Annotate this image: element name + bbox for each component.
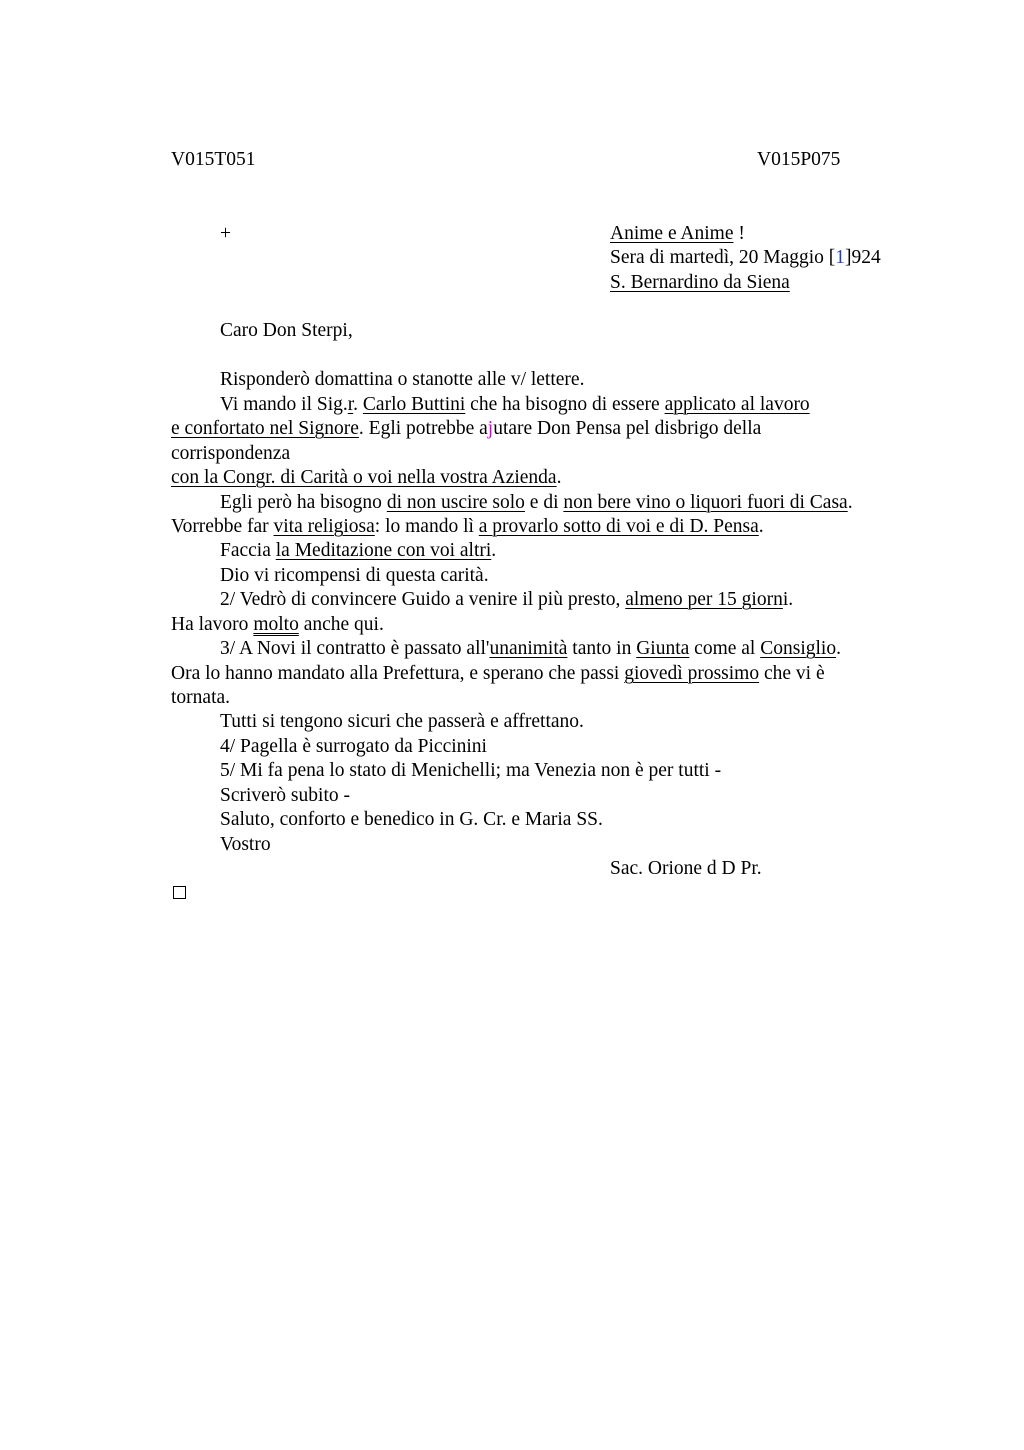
text: Egli però ha bisogno	[220, 492, 387, 513]
underlined-text: la Meditazione con voi altri	[275, 540, 492, 561]
body-line-20: Vostro	[220, 834, 271, 855]
body-line-3	[171, 419, 761, 439]
underlined-text: vita religiosa	[273, 516, 375, 537]
body-line-11	[171, 615, 384, 635]
motto-text: Anime e Anime	[610, 223, 734, 244]
year-rest: 924	[851, 247, 881, 268]
body-line-14: tornata.	[171, 687, 231, 708]
underlined-text: almeno per 15 giorn	[625, 589, 783, 610]
end-box-icon	[173, 884, 186, 904]
text: i.	[782, 589, 794, 610]
text: Vi mando il Sig.	[220, 394, 348, 415]
dateline-date	[610, 248, 881, 268]
text: utare Don Pensa pel disbrigo della	[493, 418, 762, 439]
body-line-8	[220, 541, 496, 561]
underlined-text: Carlo Buttini	[362, 394, 466, 415]
body-line-16: 4/ Pagella è surrogato da Piccinini	[220, 736, 487, 757]
body-line-18: Scriverò subito -	[220, 785, 350, 806]
body-line-13	[171, 664, 825, 684]
underlined-text: Consiglio	[760, 638, 837, 659]
bracket-open: [	[828, 247, 836, 268]
body-line-1: Risponderò domattina o stanotte alle v/ lettere.	[220, 369, 585, 390]
text: che vi è	[759, 663, 825, 684]
underlined-text: con la Congr. di Carità o voi nella vostra Azienda	[171, 467, 557, 488]
text: tanto in	[567, 638, 637, 659]
underlined-text: giovedì prossimo	[624, 663, 760, 684]
text: Vorrebbe far	[171, 516, 274, 537]
text: .	[353, 394, 363, 415]
underlined-text: non bere vino o liquori fuori di Casa	[563, 492, 848, 513]
underlined-text: e confortato nel Signore	[171, 418, 359, 439]
text: e di	[524, 492, 564, 513]
text: Ora lo hanno mandato alla Prefettura, e sperano che passi	[171, 663, 625, 684]
text: 3/ A Novi il contratto è passato all'	[220, 638, 490, 659]
text: come al	[689, 638, 761, 659]
text: Faccia	[220, 540, 276, 561]
text: : lo mando lì	[374, 516, 479, 537]
body-line-2	[220, 395, 810, 415]
body-line-17: 5/ Mi fa pena lo stato di Menichelli; ma Venezia non è per tutti -	[220, 760, 722, 781]
dateline-saint	[610, 273, 790, 293]
text: Ha lavoro	[171, 614, 254, 635]
body-line-4: corrispondenza	[171, 443, 291, 464]
body-line-9: Dio vi ricompensi di questa carità.	[220, 565, 489, 586]
underlined-text: di non uscire solo	[386, 492, 525, 513]
date-prefix: Sera di martedì, 20 Maggio	[610, 247, 829, 268]
text: .	[556, 467, 562, 488]
dateline-motto	[610, 224, 745, 244]
body-line-12	[220, 639, 841, 659]
document-code-right: V015P075	[757, 149, 841, 170]
text: .	[847, 492, 853, 513]
document-code-left: V015T051	[171, 149, 256, 170]
bracket-close: ]	[845, 247, 852, 268]
underlined-text: Giunta	[636, 638, 690, 659]
text: .	[836, 638, 841, 659]
body-line-7	[171, 517, 764, 537]
saint-text: S. Bernardino da Siena	[610, 272, 790, 293]
body-line-15: Tutti si tengono sicuri che passerà e affrettano.	[220, 711, 584, 732]
body-line-10	[220, 590, 793, 610]
body-line-19: Saluto, conforto e benedico in G. Cr. e Maria SS.	[220, 809, 603, 830]
underlined-text: a provarlo sotto di voi e di D. Pensa	[478, 516, 759, 537]
signature: Sac. Orione d D Pr.	[610, 858, 762, 879]
text: .	[491, 540, 497, 561]
text: . Egli potrebbe a	[358, 418, 488, 439]
cross-mark: +	[220, 223, 231, 244]
bracket-digit: 1	[835, 247, 846, 268]
motto-exclamation: !	[733, 223, 745, 244]
underlined-text: r	[347, 394, 354, 415]
salutation: Caro Don Sterpi,	[220, 320, 353, 341]
body-line-5	[171, 468, 561, 488]
underlined-text: applicato al lavoro	[664, 394, 810, 415]
text: 2/ Vedrò di convincere Guido a venire il più presto,	[220, 589, 626, 610]
text: .	[758, 516, 764, 537]
double-underlined-text: molto	[253, 614, 299, 635]
text: anche qui.	[298, 614, 384, 635]
correction-letter: j	[487, 418, 494, 439]
text: che ha bisogno di essere	[465, 394, 665, 415]
body-line-6	[220, 493, 853, 513]
underlined-text: unanimità	[489, 638, 568, 659]
